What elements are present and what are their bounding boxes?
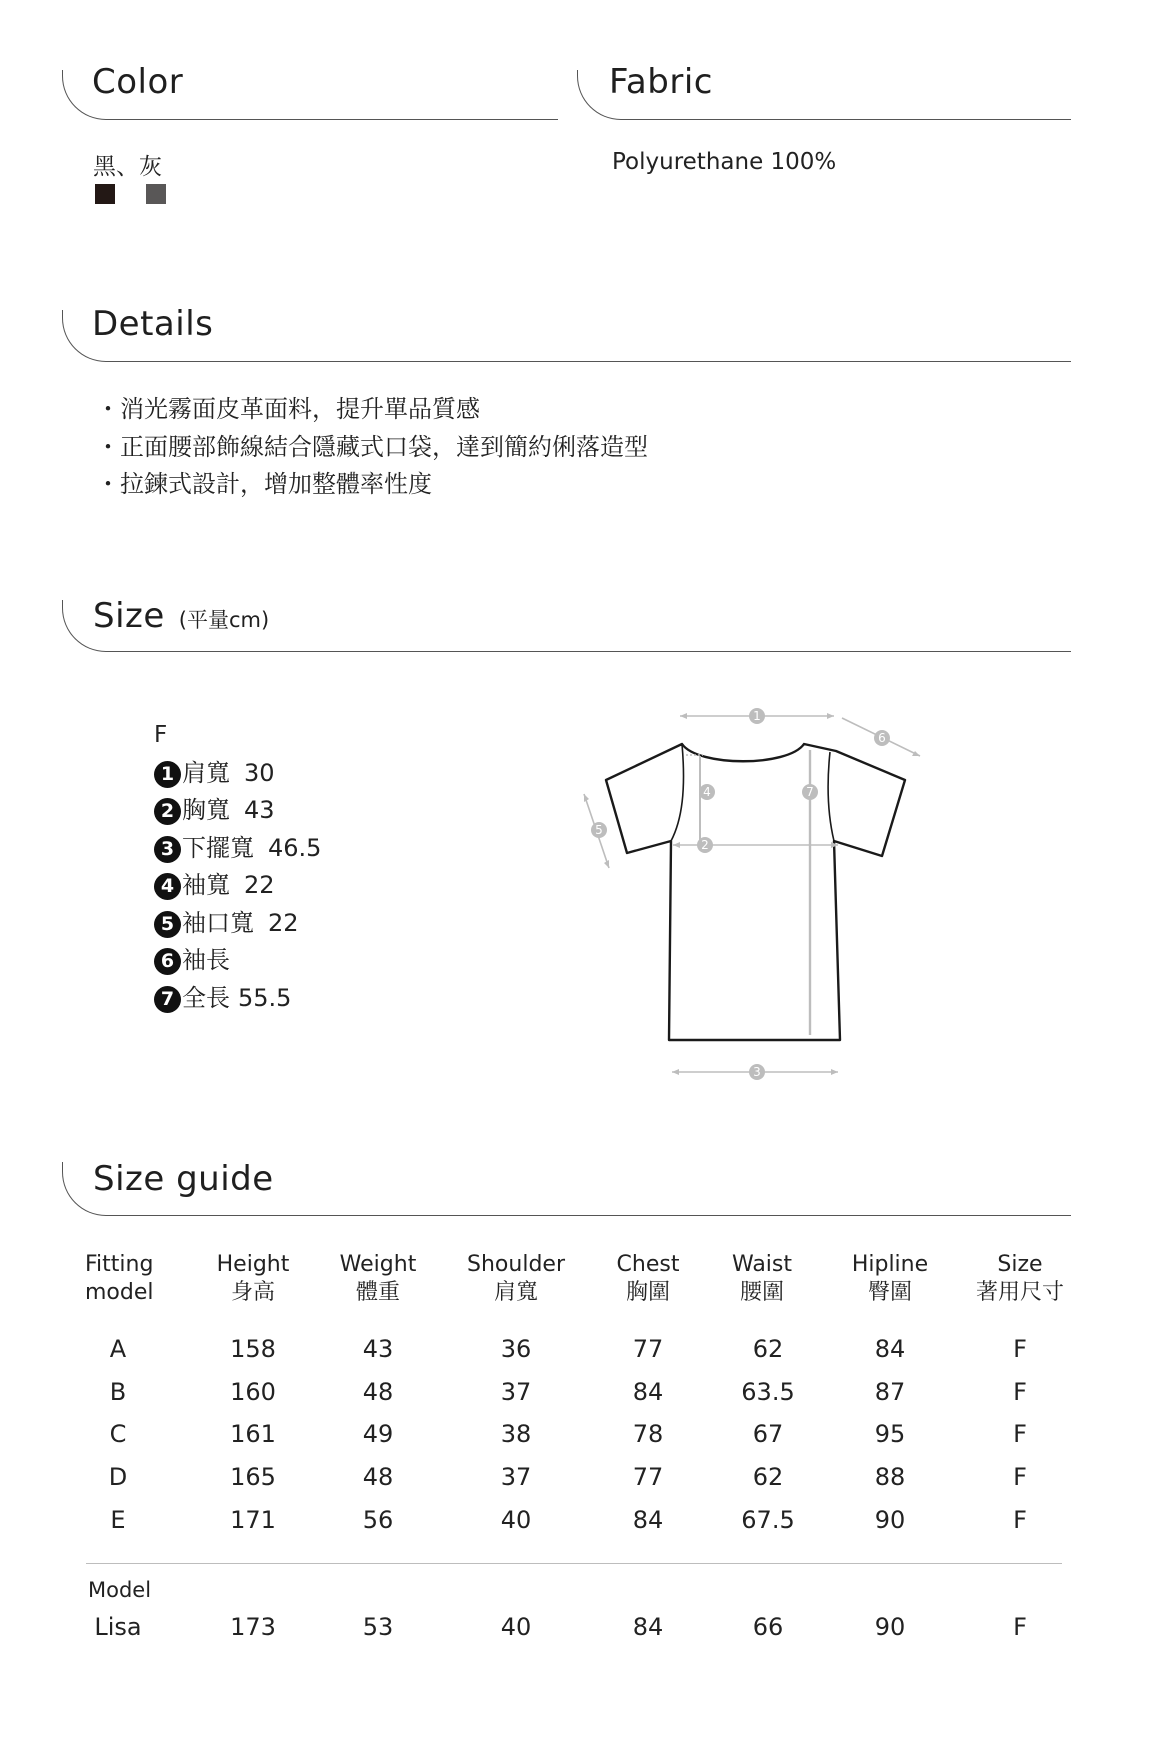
details-title: Details [92, 304, 214, 344]
cell-height: 173 [230, 1613, 276, 1641]
measurement-value: 22 [244, 871, 275, 899]
diagram-marker-4 [699, 784, 715, 800]
measurement-sleeve-length [154, 945, 244, 975]
col-header-zh: 胸圍 [625, 1280, 670, 1305]
cell-chest: 77 [632, 1463, 664, 1491]
measurement-value: 30 [244, 759, 275, 787]
cell-hipline: 90 [874, 1506, 906, 1534]
col-header-weight [328, 1251, 428, 1307]
cell-fitting-model: C [109, 1420, 127, 1448]
fabric-composition: Polyurethane 100% [612, 149, 837, 175]
col-header-waist [712, 1251, 812, 1307]
size-title-text: Size [93, 596, 165, 636]
table-divider [86, 1563, 1062, 1564]
size-unit-note: (平量cm) [178, 608, 270, 632]
cell-weight: 53 [362, 1613, 394, 1641]
col-header-chest [598, 1251, 698, 1307]
col-header-en: Hipline [851, 1252, 929, 1277]
cell-fitting-model: E [110, 1506, 126, 1534]
cell-fitting-model: A [109, 1335, 127, 1363]
svg-text:5: 5 [595, 823, 603, 837]
cell-weight: 49 [362, 1420, 394, 1448]
diagram-marker-5 [591, 822, 607, 838]
svg-text:7: 7 [806, 785, 814, 799]
cell-height: 158 [230, 1335, 276, 1363]
cell-model-name: Lisa [94, 1613, 142, 1641]
cell-chest: 84 [632, 1378, 664, 1406]
measurement-label: 袖口寬 [182, 909, 254, 937]
col-header-hipline [835, 1251, 945, 1307]
cell-height: 171 [230, 1506, 276, 1534]
marker-6: 6 [154, 948, 181, 975]
cell-shoulder: 36 [500, 1335, 532, 1363]
cell-weight: 56 [362, 1506, 394, 1534]
measurement-cuff-width [154, 908, 299, 938]
cell-shoulder: 37 [500, 1463, 532, 1491]
size-name: F [154, 722, 168, 748]
svg-text:1: 1 [753, 709, 761, 723]
cell-weight: 48 [362, 1378, 394, 1406]
marker-4: 4 [154, 873, 181, 900]
cell-fitting-model: B [109, 1378, 127, 1406]
model-label: Model [88, 1578, 152, 1602]
marker-2: 2 [154, 798, 181, 825]
col-header-height [203, 1251, 303, 1307]
cell-chest: 84 [632, 1506, 664, 1534]
cell-chest: 78 [632, 1420, 664, 1448]
cell-weight: 43 [362, 1335, 394, 1363]
measurement-hem [154, 833, 321, 863]
color-names: 黑、灰 [93, 154, 162, 180]
col-header-en: Chest [616, 1252, 680, 1277]
measurement-chest [154, 795, 275, 825]
col-header-en: Waist [731, 1252, 793, 1277]
cell-waist: 66 [752, 1613, 784, 1641]
marker-1: 1 [154, 761, 181, 788]
cell-height: 160 [230, 1378, 276, 1406]
cell-height: 161 [230, 1420, 276, 1448]
cell-shoulder: 40 [500, 1613, 532, 1641]
color-title: Color [92, 62, 184, 102]
col-header-en: Shoulder [467, 1252, 565, 1277]
col-header-en: Weight [339, 1252, 417, 1277]
cell-shoulder: 40 [500, 1506, 532, 1534]
cell-shoulder: 37 [500, 1378, 532, 1406]
cell-size: F [1013, 1420, 1027, 1448]
measurement-sleeve-width [154, 870, 275, 900]
marker-7: 7 [154, 986, 181, 1013]
measurement-value: 22 [268, 909, 299, 937]
marker-3: 3 [154, 836, 181, 863]
cell-size: F [1013, 1335, 1027, 1363]
col-header-zh: model [85, 1280, 154, 1305]
cell-chest: 77 [632, 1335, 664, 1363]
detail-item-2: ・正面腰部飾線結合隱藏式口袋，達到簡約俐落造型 [96, 433, 648, 461]
measurement-value: 46.5 [268, 834, 322, 862]
col-header-size [965, 1251, 1075, 1307]
garment-diagram [570, 690, 940, 1090]
col-header-zh: 身高 [230, 1280, 275, 1305]
size-title [93, 596, 269, 636]
measurement-label: 胸寬 [182, 796, 230, 824]
measurement-label: 全長 [182, 984, 230, 1012]
cell-height: 165 [230, 1463, 276, 1491]
cell-hipline: 90 [874, 1613, 906, 1641]
col-header-en: Height [216, 1252, 290, 1277]
cell-waist: 62 [752, 1335, 784, 1363]
diagram-marker-2 [697, 837, 713, 853]
measurement-shoulder [154, 758, 275, 788]
detail-item-1: ・消光霧面皮革面料，提升單品質感 [96, 395, 480, 423]
marker-5: 5 [154, 911, 181, 938]
cell-fitting-model: D [108, 1463, 128, 1491]
cell-chest: 84 [632, 1613, 664, 1641]
col-header-en: Size [997, 1252, 1043, 1277]
diagram-marker-1 [749, 708, 765, 724]
cell-shoulder: 38 [500, 1420, 532, 1448]
cell-size: F [1013, 1463, 1027, 1491]
col-header-shoulder [456, 1251, 576, 1307]
measurement-value: 43 [244, 796, 275, 824]
svg-text:2: 2 [701, 838, 709, 852]
measurement-label: 肩寬 [182, 759, 230, 787]
measurement-label: 袖寬 [182, 871, 230, 899]
cell-waist: 63.5 [741, 1378, 795, 1406]
garment-outline [606, 744, 905, 1040]
col-header-fitting-model [85, 1251, 154, 1307]
detail-item-3: ・拉鍊式設計，增加整體率性度 [96, 470, 432, 498]
col-header-zh: 著用尺寸 [975, 1280, 1064, 1305]
size-guide-title: Size guide [93, 1159, 274, 1199]
measurement-value: 55.5 [238, 984, 292, 1012]
black-swatch [95, 184, 115, 204]
measurement-total-length [154, 983, 291, 1013]
svg-text:3: 3 [753, 1065, 761, 1079]
diagram-marker-3 [749, 1064, 765, 1080]
col-header-zh: 臀圍 [867, 1280, 912, 1305]
measurement-label: 袖長 [182, 946, 230, 974]
col-header-zh: 腰圍 [739, 1280, 784, 1305]
fabric-title: Fabric [609, 62, 713, 102]
cell-waist: 67 [752, 1420, 784, 1448]
cell-size: F [1013, 1506, 1027, 1534]
col-header-zh: 肩寬 [493, 1280, 538, 1305]
measurement-label: 下擺寬 [182, 834, 254, 862]
cell-hipline: 95 [874, 1420, 906, 1448]
cell-hipline: 84 [874, 1335, 906, 1363]
col-header-zh: 體重 [355, 1280, 400, 1305]
cell-hipline: 88 [874, 1463, 906, 1491]
svg-text:4: 4 [703, 785, 711, 799]
cell-size: F [1013, 1378, 1027, 1406]
cell-size: F [1013, 1613, 1027, 1641]
diagram-marker-7 [802, 784, 818, 800]
gray-swatch [146, 184, 166, 204]
col-header-en: Fitting [85, 1252, 154, 1277]
cell-waist: 67.5 [741, 1506, 795, 1534]
svg-text:6: 6 [878, 731, 886, 745]
cell-waist: 62 [752, 1463, 784, 1491]
cell-hipline: 87 [874, 1378, 906, 1406]
cell-weight: 48 [362, 1463, 394, 1491]
diagram-marker-6 [874, 730, 890, 746]
